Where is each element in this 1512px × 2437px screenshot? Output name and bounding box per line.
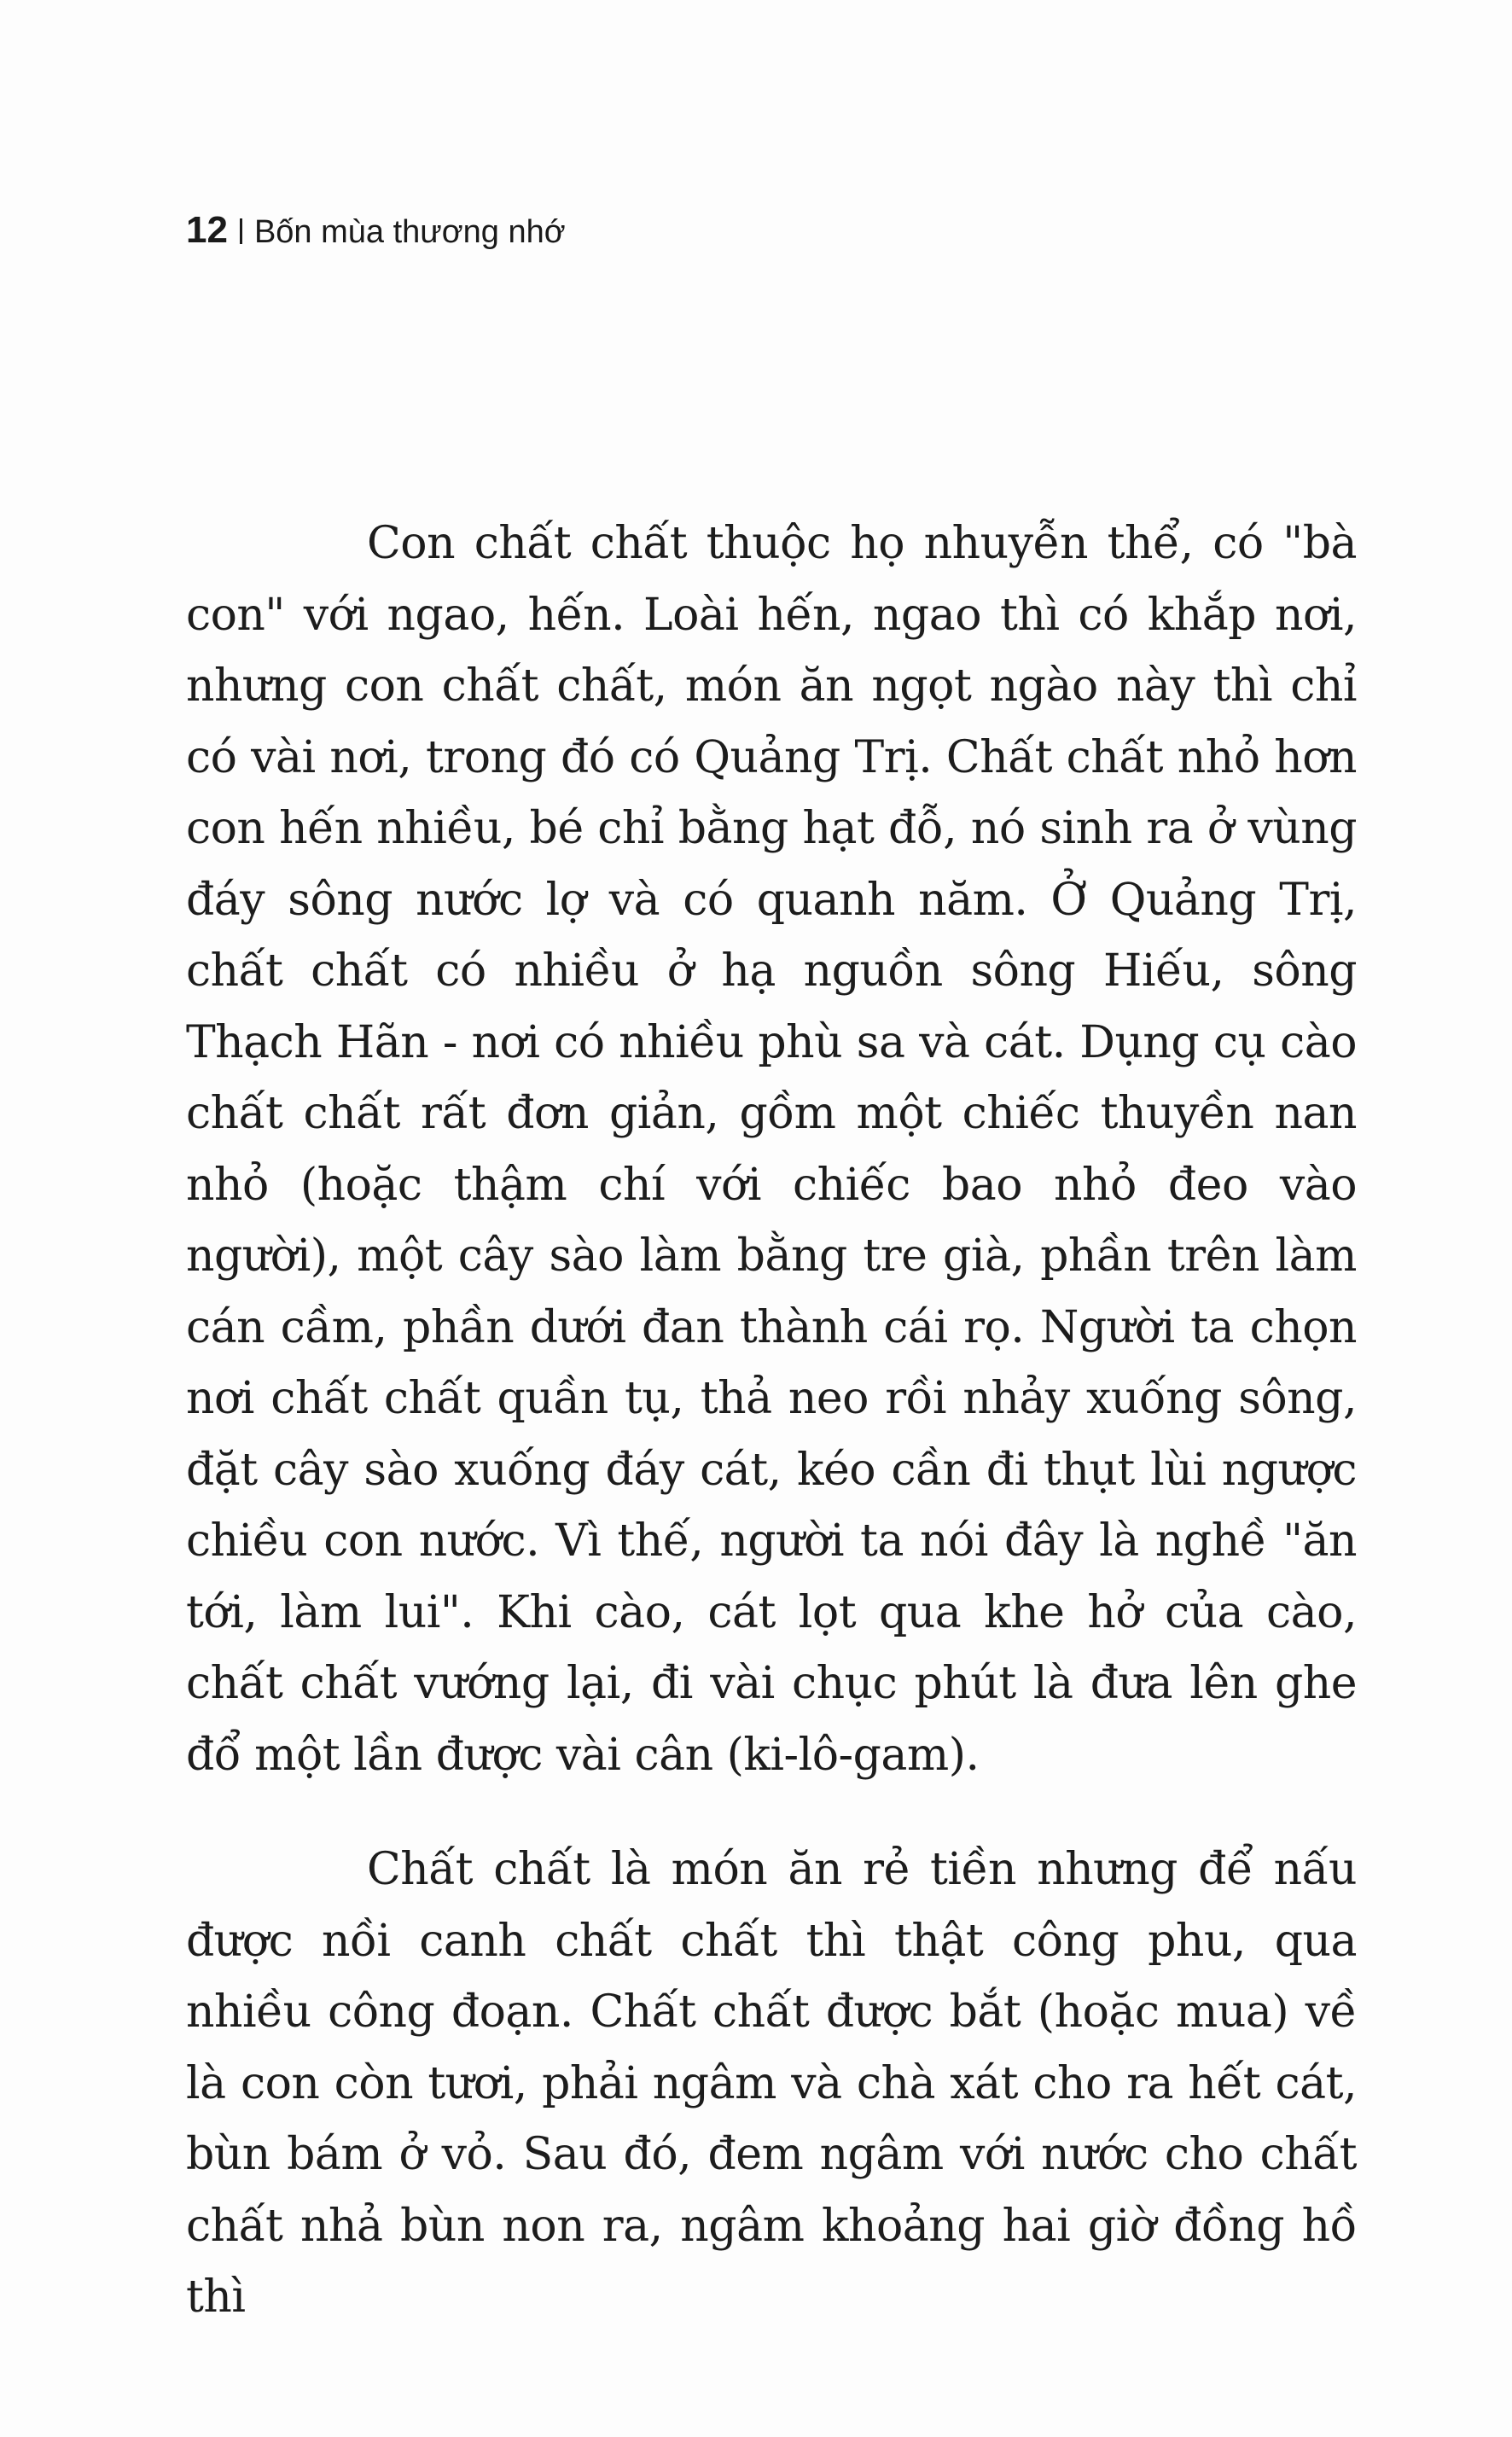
- page-number: 12: [186, 209, 228, 251]
- header-separator: [240, 218, 242, 244]
- paragraph-1: Con chất chất thuộc họ nhuyễn thể, có "bà con" với ngao, hến. Loài hến, ngao thì có khắp nơi, nhưng con chất chất, món ăn ngọt ngào này thì chỉ có vài nơi, trong đó có Quảng Trị. Chất chất nhỏ hơn con hến nhiều, bé chỉ bằng hạt đỗ, nó sinh ra ở vùng đáy sông nước lợ và có quanh năm. Ở Quảng Trị, chất chất có nhiều ở hạ nguồn sông Hiếu, sông Thạch Hãn - nơi có nhiều phù sa và cát. Dụng cụ cào chất chất rất đơn giản, gồm một chiếc thuyền nan nhỏ (hoặc thậm chí với chiếc bao nhỏ đeo vào người), một cây sào làm bằng tre già, phần trên làm cán cầm, phần dưới đan thành cái rọ. Người ta chọn nơi chất chất quần tụ, thả neo rồi nhảy xuống sông, đặt cây sào xuống đáy cát, kéo cần đi thụt lùi ngược chiều con nước. Vì thế, người ta nói đây là nghề "ăn tới, làm lui". Khi cào, cát lọt qua khe hở của cào, chất chất vướng lại, đi vài chục phút là đưa lên ghe đổ một lần được vài cân (ki-lô-gam).: [186, 518, 1357, 1781]
- book-title: Bốn mùa thương nhớ: [253, 214, 566, 250]
- paragraph-2: Chất chất là món ăn rẻ tiền nhưng để nấu được nồi canh chất chất thì thật công phu, qua nhiều công đoạn. Chất chất được bắt (hoặc mua) về là con còn tươi, phải ngâm và chà xát cho ra hết cát, bùn bám ở vỏ. Sau đó, đem ngâm với nước cho chất chất nhả bùn non ra, ngâm khoảng hai giờ đồng hồ thì: [186, 1844, 1357, 2323]
- running-header: [186, 205, 566, 258]
